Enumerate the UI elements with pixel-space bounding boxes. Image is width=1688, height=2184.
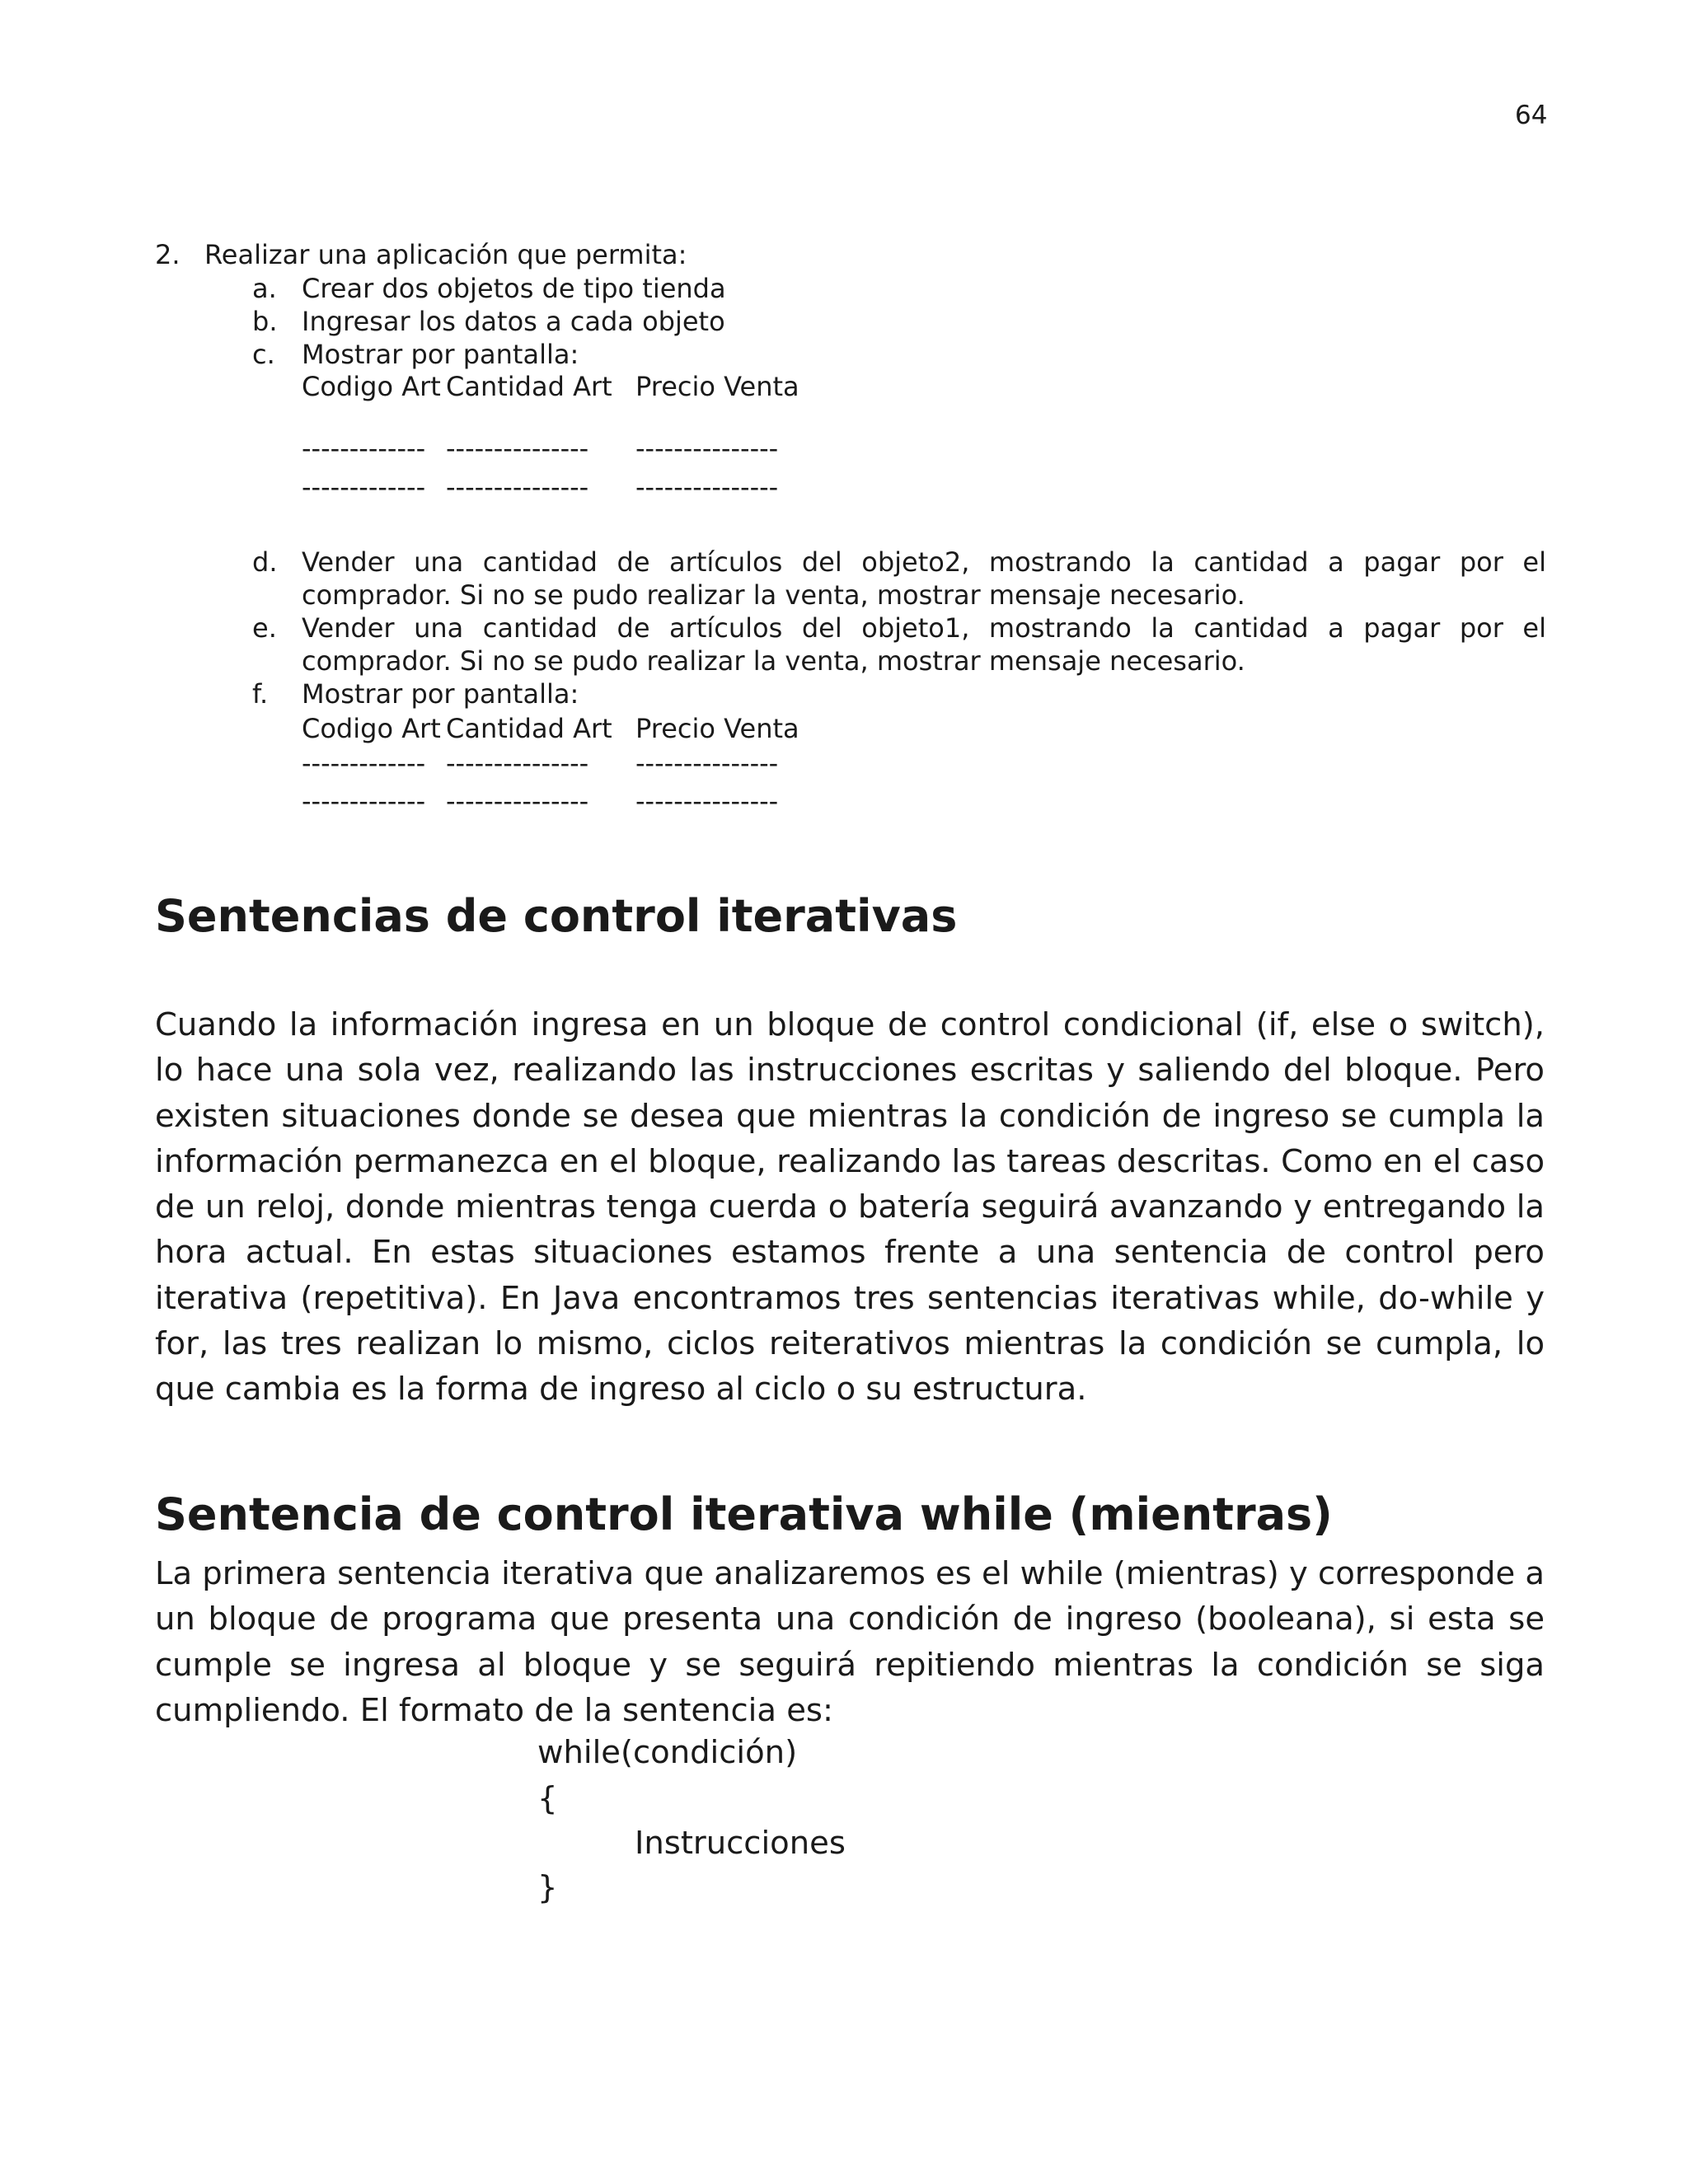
list-item-d xyxy=(252,546,1546,612)
table-dash: --------------- xyxy=(635,471,779,503)
list-item-letter: c. xyxy=(252,339,275,370)
exercise-number: 2. xyxy=(155,239,181,270)
section-paragraph-while: La primera sentencia iterativa que analizaremos es el while (mientras) y corresponde a un bloque de programa que presenta una condición de ingreso (booleana), si esta se cumple se ingresa al bloque y se seguirá repitiendo mientras la condición se siga cumpliendo. El formato de la sentencia es: xyxy=(155,1555,1545,1729)
list-item-letter: f. xyxy=(252,678,269,710)
list-item-letter: b. xyxy=(252,306,278,337)
list-item-e xyxy=(252,612,1546,677)
section-paragraph-iterativas: Cuando la información ingresa en un bloque de control condicional (if, else o switch), lo hace una sola vez, realizando las instrucciones escritas y saliendo del bloque. Pero existen situaciones donde se desea que mientras la condición de ingreso se cumpla la información permanezca en el bloque, realizando las tareas descritas. Como en el caso de un reloj, donde mientras tenga cuerda o batería seguirá avanzando y entregando la hora actual. En estas situaciones estamos frente a una sentencia de control pero iterativa (repetitiva). En Java encontramos tres sentencias iterativas while, do-while y for, las tres realizan lo mismo, ciclos reiterativos mientras la condición se cumpla, lo que cambia es la forma de ingreso al ciclo o su estructura. xyxy=(155,1006,1545,1408)
list-item-text: Mostrar por pantalla: xyxy=(302,678,579,710)
table-dash: --------------- xyxy=(446,785,589,817)
list-item-letter: d. xyxy=(252,546,278,578)
table-dash: --------------- xyxy=(446,748,589,779)
section-heading-iterativas: Sentencias de control iterativas xyxy=(155,890,958,942)
table-dash: ------------- xyxy=(302,748,426,779)
list-item-b xyxy=(252,305,1546,338)
exercise-intro xyxy=(155,239,687,270)
list-item-text: Vender una cantidad de artículos del objeto2, mostrando la cantidad a pagar por el comprador. Si no se pudo realizar la venta, mostrar mensaje necesario. xyxy=(302,546,1546,611)
table-dash: --------------- xyxy=(446,471,589,503)
table-header-codigo: Codigo Art xyxy=(302,713,441,744)
list-item-c xyxy=(252,338,1546,371)
table-dash: --------------- xyxy=(635,748,779,779)
code-line-while: while(condición) xyxy=(537,1734,798,1771)
table-header-cantidad: Cantidad Art xyxy=(446,713,612,744)
list-item-text: Mostrar por pantalla: xyxy=(302,339,579,370)
page-number: 64 xyxy=(1515,101,1548,130)
list-item-f xyxy=(252,677,1546,710)
code-open-brace: { xyxy=(537,1780,558,1817)
table-dash: --------------- xyxy=(635,785,779,817)
list-item-text: Crear dos objetos de tipo tienda xyxy=(302,273,726,304)
table-header-precio: Precio Venta xyxy=(635,371,799,402)
list-item-letter: a. xyxy=(252,273,277,304)
table-header-codigo: Codigo Art xyxy=(302,371,441,402)
table-dash: --------------- xyxy=(635,433,779,464)
code-body: Instrucciones xyxy=(635,1825,846,1862)
exercise-intro-text: Realizar una aplicación que permita: xyxy=(204,239,687,270)
code-close-brace: } xyxy=(537,1869,558,1906)
table-header-precio: Precio Venta xyxy=(635,713,799,744)
section-heading-while: Sentencia de control iterativa while (mientras) xyxy=(155,1488,1333,1540)
list-item-text: Ingresar los datos a cada objeto xyxy=(302,306,725,337)
table-dash: --------------- xyxy=(446,433,589,464)
list-item-text: Vender una cantidad de artículos del objeto1, mostrando la cantidad a pagar por el comprador. Si no se pudo realizar la venta, mostrar mensaje necesario. xyxy=(302,612,1546,677)
table-header-cantidad: Cantidad Art xyxy=(446,371,612,402)
table-dash: ------------- xyxy=(302,433,426,464)
table-dash: ------------- xyxy=(302,785,426,817)
list-item-a xyxy=(252,272,1546,305)
list-item-letter: e. xyxy=(252,612,277,644)
table-dash: ------------- xyxy=(302,471,426,503)
